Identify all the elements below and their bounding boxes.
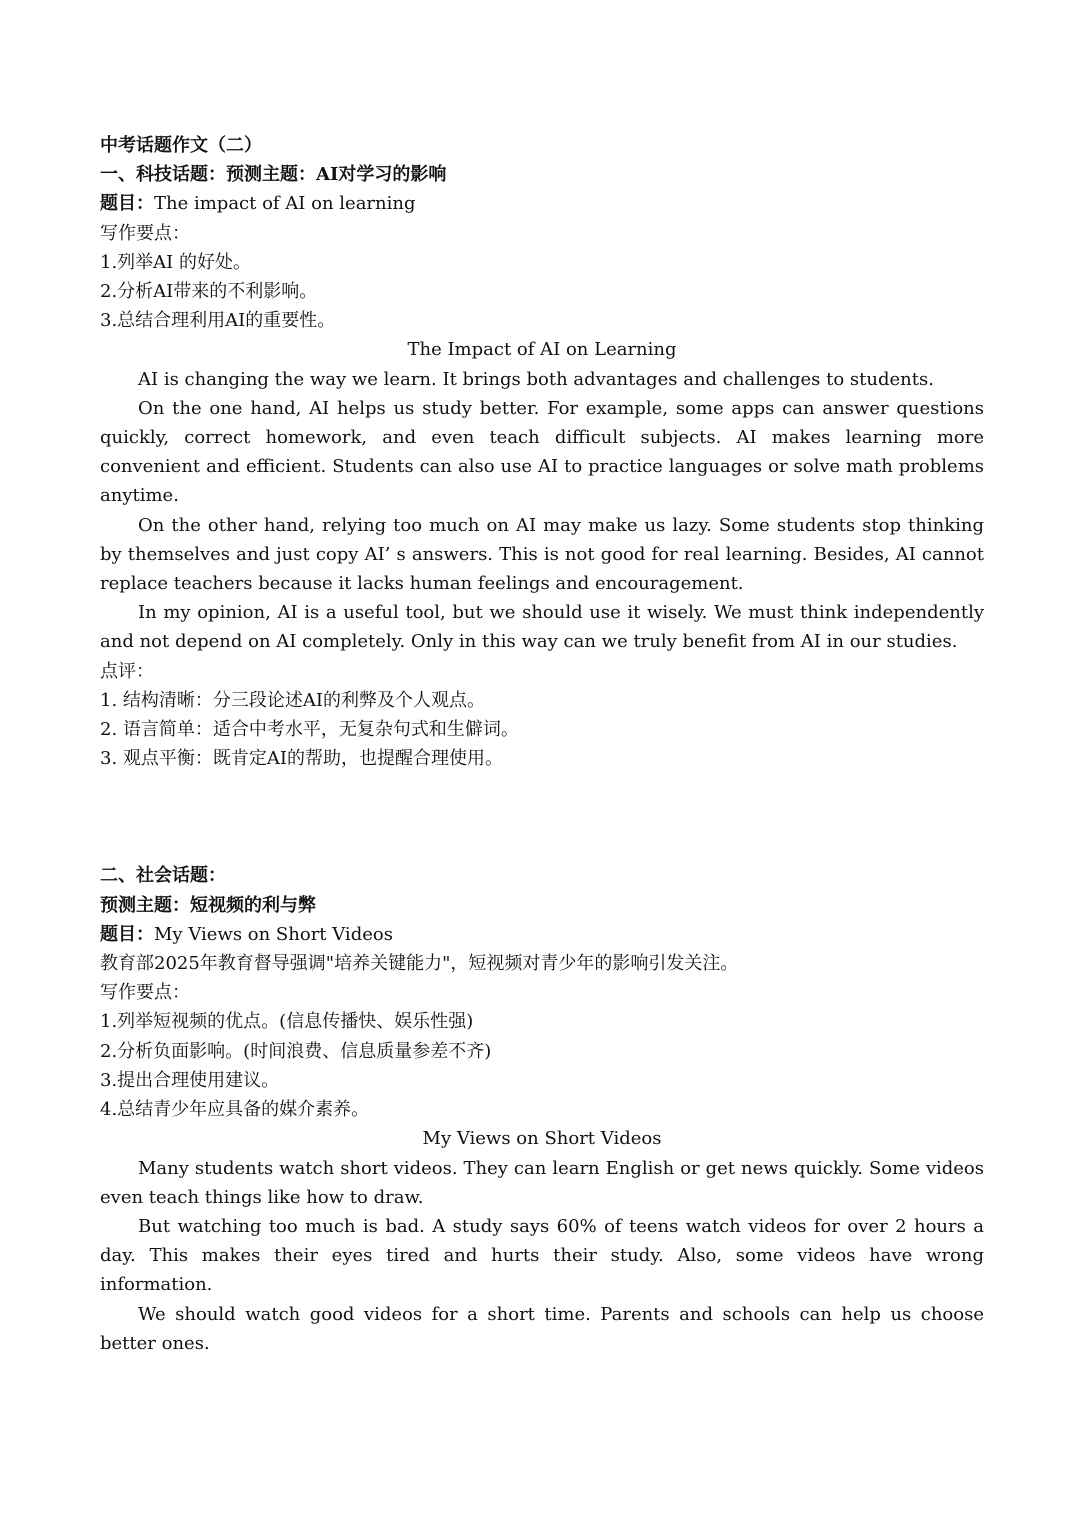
section2-topic-label: 题目：	[100, 923, 154, 945]
section2-point: 1.列举短视频的优点。(信息传播快、娱乐性强)	[100, 1011, 474, 1033]
section1-points-label: 写作要点：	[100, 222, 190, 244]
section2-essay-title: My Views on Short Videos	[422, 1128, 662, 1150]
section1-topic	[100, 189, 984, 218]
document-page	[100, 131, 984, 1358]
section1-paragraph: On the one hand, AI helps us study better. For example, some apps can answer questions quickly, correct homework, and even teach difficult subjects. AI makes learning more convenient and efficient. Students can also use AI to practice languages or solve math problems anytime.	[100, 397, 984, 507]
section1-comment: 1. 结构清晰：分三段论述AI的利弊及个人观点。	[100, 689, 486, 711]
section2-paragraph: Many students watch short videos. They can learn English or get news quickly. Some videos even teach things like how to draw.	[100, 1157, 984, 1208]
section1-comment: 2. 语言简单：适合中考水平，无复杂句式和生僻词。	[100, 719, 519, 741]
section1-topic-label: 题目：	[100, 193, 154, 215]
section1-point: 1.列举AI 的好处。	[100, 251, 252, 273]
section1-paragraph: On the other hand, relying too much on AI may make us lazy. Some students stop thinking by themselves and just copy AI’ s answers. This is not good for real learning. Besides, AI cannot replace teachers because it lacks human feelings and encouragement.	[100, 514, 984, 595]
section1-comment-label: 点评：	[100, 660, 154, 682]
section1-paragraph: In my opinion, AI is a useful tool, but we should use it wisely. We must think independently and not depend on AI completely. Only in this way can we truly benefit from AI in our studies.	[100, 602, 984, 653]
section2-theme: 预测主题：短视频的利与弊	[100, 894, 316, 916]
section2-paragraph: We should watch good videos for a short time. Parents and schools can help us choose better ones.	[100, 1303, 984, 1354]
section1-essay-title: The Impact of AI on Learning	[407, 339, 677, 361]
section2-point: 4.总结青少年应具备的媒介素养。	[100, 1099, 370, 1121]
section2-heading: 二、社会话题：	[100, 865, 226, 887]
document-title: 中考话题作文（二）	[100, 135, 262, 156]
section2-point: 2.分析负面影响。(时间浪费、信息质量参差不齐)	[100, 1040, 492, 1062]
section1-point: 2.分析AI带来的不利影响。	[100, 281, 318, 303]
section2-topic-text: My Views on Short Videos	[154, 923, 393, 945]
section1-paragraph: AI is changing the way we learn. It brings both advantages and challenges to students.	[138, 368, 934, 390]
section2-topic	[100, 920, 984, 949]
section2-points-label: 写作要点：	[100, 982, 190, 1004]
section1-point: 3.总结合理利用AI的重要性。	[100, 310, 336, 332]
section-spacer	[100, 773, 984, 861]
section2-background: 教育部2025年教育督导强调"培养关键能力"，短视频对青少年的影响引发关注。	[100, 953, 739, 975]
section1-comment: 3. 观点平衡：既肯定AI的帮助，也提醒合理使用。	[100, 748, 504, 770]
section2-point: 3.提出合理使用建议。	[100, 1069, 280, 1091]
section2-paragraph: But watching too much is bad. A study says 60% of teens watch videos for over 2 hours a day. This makes their eyes tired and hurts their study. Also, some videos have wrong information.	[100, 1215, 984, 1296]
section1-topic-text: The impact of AI on learning	[154, 193, 416, 215]
section1-heading: 一、科技话题：预测主题：AI对学习的影响	[100, 164, 447, 186]
